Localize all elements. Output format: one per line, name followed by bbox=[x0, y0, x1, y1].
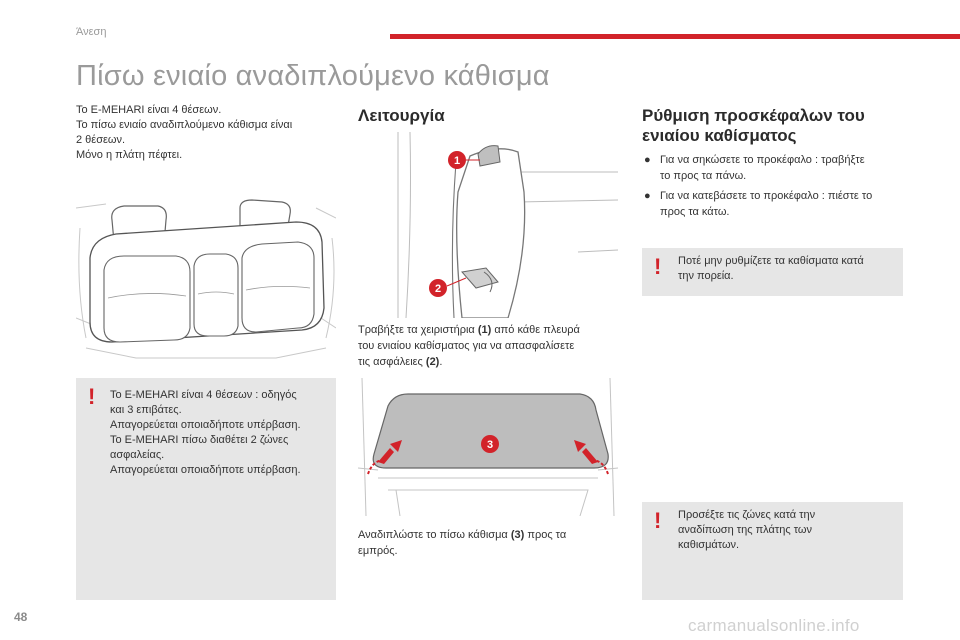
callout-2-label: 2 bbox=[434, 283, 442, 295]
header-accent-bar bbox=[390, 34, 960, 39]
callout-3-label: 3 bbox=[486, 439, 494, 451]
warning-text bbox=[678, 508, 900, 553]
list-item bbox=[642, 188, 912, 220]
step2-ref: (3) bbox=[510, 529, 525, 541]
bullet-icon: ● bbox=[644, 190, 651, 202]
page-number: 48 bbox=[14, 610, 28, 624]
headrest-heading-line: ενιαίου καθίσματος bbox=[642, 126, 797, 145]
warning-panel-right-2 bbox=[642, 502, 903, 600]
step2-text: εμπρός. bbox=[358, 545, 398, 557]
warning-line: Το E-MEHARI είναι 4 θέσεων : οδηγός bbox=[110, 389, 297, 401]
operation-heading: Λειτουργία bbox=[358, 106, 445, 125]
intro-line: Το E-MEHARI είναι 4 θέσεων. bbox=[76, 104, 222, 116]
step1-text: τις ασφάλειες bbox=[358, 356, 426, 368]
warning-line: Ποτέ μην ρυθμίζετε τα καθίσματα κατά bbox=[678, 255, 864, 267]
rear-seat-illustration bbox=[76, 198, 336, 370]
bullet-text: προς τα κάτω. bbox=[660, 206, 730, 218]
bullet-icon: ● bbox=[644, 154, 651, 166]
warning-panel-right-1 bbox=[642, 248, 903, 296]
release-controls-drawing bbox=[358, 132, 618, 318]
headrest-heading-line: Ρύθμιση προσκέφαλων του bbox=[642, 106, 865, 125]
warning-line: ασφαλείας. bbox=[110, 449, 165, 461]
warning-icon: ! bbox=[654, 254, 662, 279]
fold-seat-illustration bbox=[358, 378, 618, 516]
bullet-text: Για να κατεβάσετε το προκέφαλο : πιέστε το bbox=[660, 190, 873, 202]
warning-icon: ! bbox=[88, 384, 96, 409]
step1-ref: (2) bbox=[425, 356, 440, 368]
fold-seat-drawing bbox=[358, 378, 618, 516]
intro-line: Το πίσω ενιαίο αναδιπλούμενο κάθισμα είναι bbox=[76, 119, 293, 131]
step2-text: Αναδιπλώστε το πίσω κάθισμα bbox=[358, 529, 511, 541]
warning-panel-left bbox=[76, 378, 336, 600]
warning-icon: ! bbox=[654, 508, 662, 533]
list-item bbox=[642, 152, 912, 184]
warning-line: Προσέξτε τις ζώνες κατά την bbox=[678, 509, 816, 521]
warning-line: αναδίπωση της πλάτης των bbox=[678, 524, 812, 536]
warning-line: και 3 επιβάτες. bbox=[110, 404, 182, 416]
step2-text: προς τα bbox=[524, 529, 567, 541]
bullet-text: το προς τα πάνω. bbox=[660, 170, 747, 182]
rear-seat-drawing bbox=[76, 198, 336, 370]
step1-text: Τραβήξτε τα χειριστήρια bbox=[358, 324, 478, 336]
callout-1-label: 1 bbox=[453, 155, 461, 167]
headrest-bullets bbox=[642, 152, 912, 224]
warning-text bbox=[678, 254, 900, 284]
warning-text bbox=[110, 388, 332, 478]
intro-text bbox=[76, 103, 346, 163]
intro-line: 2 θέσεων. bbox=[76, 134, 126, 146]
warning-line: την πορεία. bbox=[678, 270, 734, 282]
watermark: carmanualsonline.info bbox=[688, 616, 860, 635]
operation-step1 bbox=[358, 322, 620, 370]
step1-text: από κάθε πλευρά bbox=[491, 324, 580, 336]
warning-line: Απαγορεύεται οποιαδήποτε υπέρβαση. bbox=[110, 419, 301, 431]
intro-line: Μόνο η πλάτη πέφτει. bbox=[76, 149, 183, 161]
operation-step2 bbox=[358, 527, 620, 559]
step1-text: του ενιαίου καθίσματος για να απασφαλίσετε bbox=[358, 340, 575, 352]
bullet-text: Για να σηκώσετε το προκέφαλο : τραβήξτε bbox=[660, 154, 865, 166]
section-label: Άνεση bbox=[76, 26, 107, 38]
warning-line: Απαγορεύεται οποιαδήποτε υπέρβαση. bbox=[110, 464, 301, 476]
step1-ref: (1) bbox=[477, 324, 492, 336]
page-title: Πίσω ενιαίο αναδιπλούμενο κάθισμα bbox=[76, 60, 550, 92]
headrest-heading bbox=[642, 106, 942, 146]
warning-line: Το E-MEHARI πίσω διαθέτει 2 ζώνες bbox=[110, 434, 289, 446]
release-controls-illustration bbox=[358, 132, 618, 318]
warning-line: καθισμάτων. bbox=[678, 539, 740, 551]
step1-text: . bbox=[439, 356, 443, 368]
